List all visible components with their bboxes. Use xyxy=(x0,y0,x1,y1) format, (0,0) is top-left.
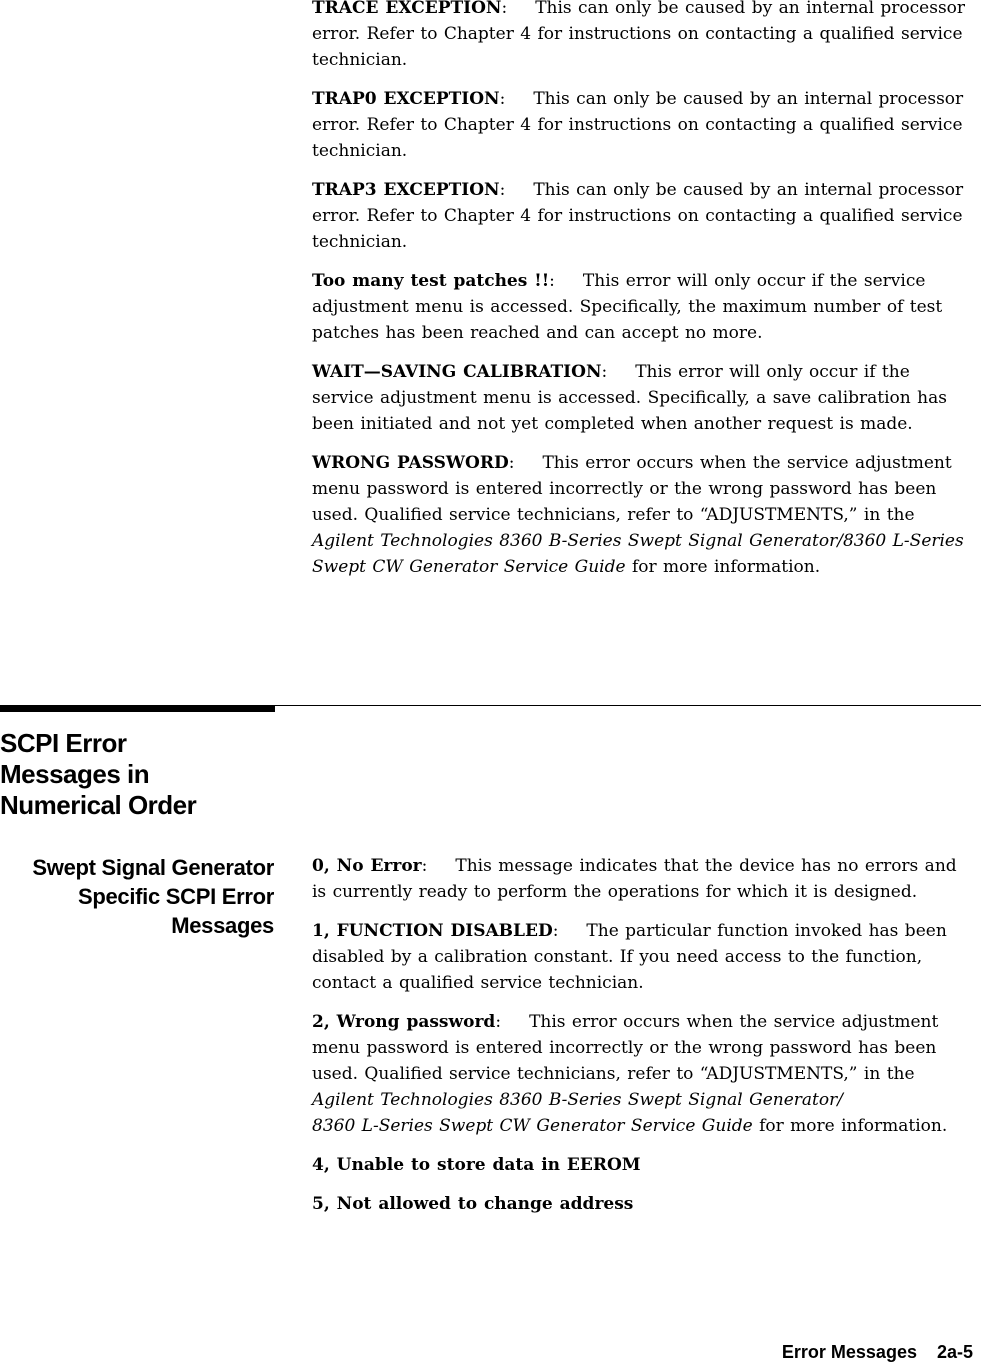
section-heading xyxy=(0,728,300,821)
section-heading-line: Numerical Order xyxy=(0,790,197,820)
entry-term-colon: : xyxy=(552,921,559,941)
entry-term: TRAP0 EXCEPTION xyxy=(312,89,500,109)
subsection-heading xyxy=(0,853,274,940)
entry-term: 0, No Error xyxy=(312,856,422,876)
entry-wait-saving-calibration xyxy=(312,359,977,437)
entry-description: This error occurs when the service adjustment menu password is entered incorrectly or the wrong password has been used. Qualified service technicians, refer to “ADJUSTMENTS,” in the xyxy=(312,453,952,525)
entry-trap3-exception xyxy=(312,177,977,255)
entry-description: This can only be caused by an internal processor error. Refer to Chapter 4 for instructions on contacting a qualified service technician. xyxy=(312,89,964,161)
entry-term-colon: : xyxy=(508,453,515,473)
entry-term: 2, Wrong password xyxy=(312,1012,496,1032)
entry-term-colon: : xyxy=(501,0,508,18)
entry-1-function-disabled xyxy=(312,918,977,996)
section-heading-line: Messages in xyxy=(0,759,150,789)
entry-term-colon: : xyxy=(549,271,555,291)
page-footer xyxy=(782,1340,973,1364)
entry-description: This error occurs when the service adjustment menu password is entered incorrectly or the wrong password has been used. Qualified service technicians, refer to “ADJUSTMENTS,” in the xyxy=(312,1012,939,1084)
service-guide-citation: Agilent Technologies 8360 B-Series Swept Signal Generator/8360 L-Series Swept CW Generator Service Guide xyxy=(312,531,964,577)
entry-term: WRONG PASSWORD xyxy=(312,453,509,473)
entry-4-unable-to-store xyxy=(312,1152,977,1178)
entry-0-no-error xyxy=(312,853,977,905)
entry-description: This can only be caused by an internal processor error. Refer to Chapter 4 for instructions on contacting a qualified service technician. xyxy=(312,180,964,252)
service-guide-citation: 8360 L-Series Swept CW Generator Service Guide xyxy=(312,1116,753,1136)
section-rule-thick xyxy=(0,705,275,712)
entry-term: Too many test patches !! xyxy=(312,271,550,291)
entry-term-colon: : xyxy=(499,89,506,109)
entry-too-many-test-patches xyxy=(312,268,977,346)
entry-term-colon: : xyxy=(421,856,428,876)
entry-description: This message indicates that the device has no errors and is currently ready to perform the operations for which it is designed. xyxy=(312,856,957,902)
entry-term: 4, Unable to store data in EEROM xyxy=(312,1155,641,1175)
entry-trap0-exception xyxy=(312,86,977,164)
entry-term: 5, Not allowed to change address xyxy=(312,1194,634,1214)
section-heading-line: SCPI Error xyxy=(0,728,127,758)
entry-description: The particular function invoked has been disabled by a calibration constant. If you need access to the function, contact a qualified service technician. xyxy=(312,921,947,993)
section-rule-thin xyxy=(275,705,981,706)
service-guide-citation: Agilent Technologies 8360 B-Series Swept Signal Generator/ xyxy=(312,1090,843,1110)
entry-description-tail: for more information. xyxy=(631,557,821,577)
footer-title: Error Messages xyxy=(781,1342,917,1362)
entry-term-colon: : xyxy=(601,362,608,382)
entry-description: This error will only occur if the service adjustment menu is accessed. Specifically, the maximum number of test patches has been reached and can accept no more. xyxy=(312,271,943,343)
scpi-error-list xyxy=(312,853,977,1230)
subsection-heading-line: Messages xyxy=(171,913,274,938)
entry-term: TRAP3 EXCEPTION xyxy=(312,180,500,200)
entry-term: 1, FUNCTION DISABLED xyxy=(312,921,553,941)
entry-term-colon: : xyxy=(499,180,506,200)
entry-2-wrong-password xyxy=(312,1009,977,1139)
entry-term: WAIT—SAVING CALIBRATION xyxy=(312,362,602,382)
entry-description: This error will only occur if the service adjustment menu is accessed. Specifically, a save calibration has been initiated and not yet completed when another request is made. xyxy=(312,362,947,434)
entry-description-tail: for more information. xyxy=(759,1116,948,1136)
entry-description: This can only be caused by an internal processor error. Refer to Chapter 4 for instructions on contacting a qualified service technician. xyxy=(312,0,966,70)
subsection-heading-line: Specific SCPI Error xyxy=(77,884,274,909)
subsection-heading-line: Swept Signal Generator xyxy=(32,855,274,880)
page-number: 2a-5 xyxy=(936,1342,973,1362)
entry-wrong-password xyxy=(312,450,977,580)
entry-term: TRACE EXCEPTION xyxy=(312,0,502,18)
upper-error-list xyxy=(312,0,977,593)
entry-trace-exception xyxy=(312,0,977,73)
entry-5-not-allowed-change-address xyxy=(312,1191,977,1217)
entry-term-colon: : xyxy=(495,1012,502,1032)
